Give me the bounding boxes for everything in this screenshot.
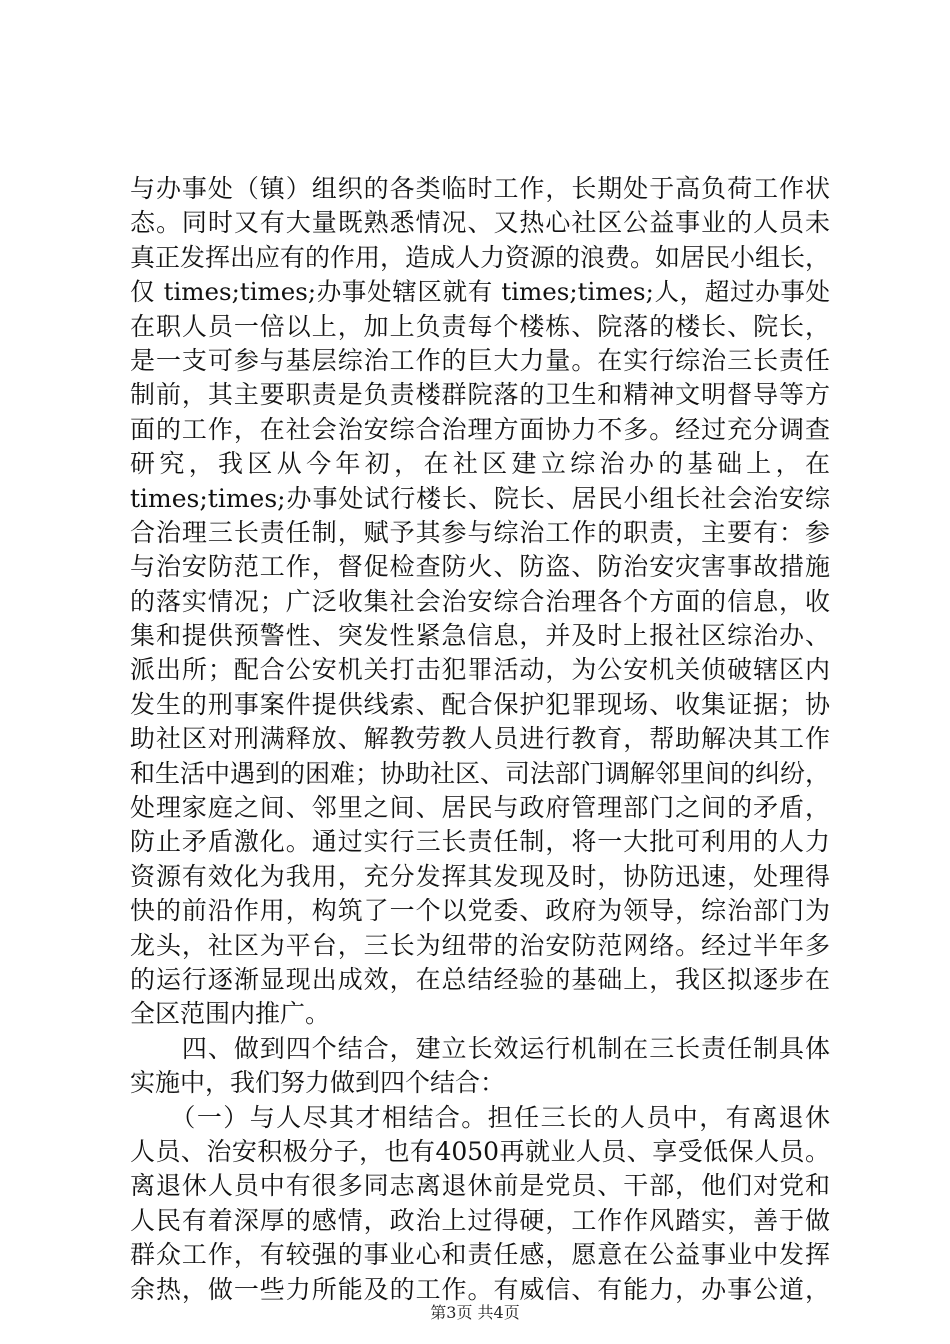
text-line: 助社区对刑满释放、解教劳教人员进行教育，帮助解决其工作	[130, 724, 830, 754]
page-footer: 第3页 共4页	[430, 1303, 520, 1322]
text-line: （一）与人尽其才相结合。担任三长的人员中，有离退休	[130, 1102, 830, 1132]
text-line: 制前，其主要职责是负责楼群院落的卫生和精神文明督导等方	[130, 380, 830, 410]
text-line: 是一支可参与基层综治工作的巨大力量。在实行综治三长责任	[130, 345, 830, 375]
text-line: 四、做到四个结合，建立长效运行机制在三长责任制具体	[130, 1033, 830, 1063]
text-line: 态。同时又有大量既熟悉情况、又热心社区公益事业的人员未	[130, 208, 830, 238]
text-line: 在职人员一倍以上，加上负责每个楼栋、院落的楼长、院长，	[130, 311, 830, 341]
text-line: 资源有效化为我用，充分发挥其发现及时，协防迅速，处理得	[130, 861, 830, 891]
text-line: 全区范围内推广。	[130, 999, 331, 1029]
text-line: 离退休人员中有很多同志离退休前是党员、干部，他们对党和	[130, 1171, 830, 1201]
text-line: 快的前沿作用，构筑了一个以党委、政府为领导，综治部门为	[130, 896, 830, 926]
text-line: 集和提供预警性、突发性紧急信息，并及时上报社区综治办、	[130, 621, 830, 651]
text-line: 面的工作，在社会治安综合治理方面协力不多。经过充分调查	[130, 414, 830, 444]
text-line: 派出所；配合公安机关打击犯罪活动，为公安机关侦破辖区内	[130, 655, 830, 685]
document-body	[130, 172, 830, 1307]
text-line: 实施中，我们努力做到四个结合：	[130, 1068, 506, 1098]
text-line: 发生的刑事案件提供线索、配合保护犯罪现场、收集证据；协	[130, 689, 830, 719]
text-line: 合治理三长责任制，赋予其参与综治工作的职责，主要有：参	[130, 517, 830, 547]
text-line: 与治安防范工作，督促检查防火、防盗、防治安灾害事故措施	[130, 552, 830, 582]
text-line: 研究，我区从今年初，在社区建立综治办的基础上，在	[130, 449, 830, 479]
text-line: 和生活中遇到的困难；协助社区、司法部门调解邻里间的纠纷，	[130, 758, 831, 788]
text-line: 仅 times;times;办事处辖区就有 times;times;人，超过办事处	[130, 277, 830, 307]
text-line: 龙头，社区为平台，三长为纽带的治安防范网络。经过半年多	[130, 930, 830, 960]
text-line: times;times;办事处试行楼长、院长、居民小组长社会治安综	[130, 483, 830, 513]
text-line: 的落实情况；广泛收集社会治安综合治理各个方面的信息，收	[130, 586, 830, 616]
text-line: 余热，做一些力所能及的工作。有威信、有能力，办事公道，	[130, 1274, 830, 1304]
text-line: 与办事处（镇）组织的各类临时工作，长期处于高负荷工作状	[130, 174, 830, 203]
text-line: 处理家庭之间、邻里之间、居民与政府管理部门之间的矛盾，	[130, 793, 830, 823]
text-line: 人民有着深厚的感情，政治上过得硬，工作作风踏实，善于做	[130, 1205, 830, 1235]
text-line: 真正发挥出应有的作用，造成人力资源的浪费。如居民小组长，	[130, 242, 831, 272]
text-line: 群众工作，有较强的事业心和责任感，愿意在公益事业中发挥	[130, 1240, 830, 1270]
text-line: 人员、治安积极分子，也有4050再就业人员、享受低保人员。	[130, 1136, 830, 1166]
text-line: 的运行逐渐显现出成效，在总结经验的基础上，我区拟逐步在	[130, 964, 830, 994]
text-line: 防止矛盾激化。通过实行三长责任制，将一大批可利用的人力	[130, 827, 830, 857]
